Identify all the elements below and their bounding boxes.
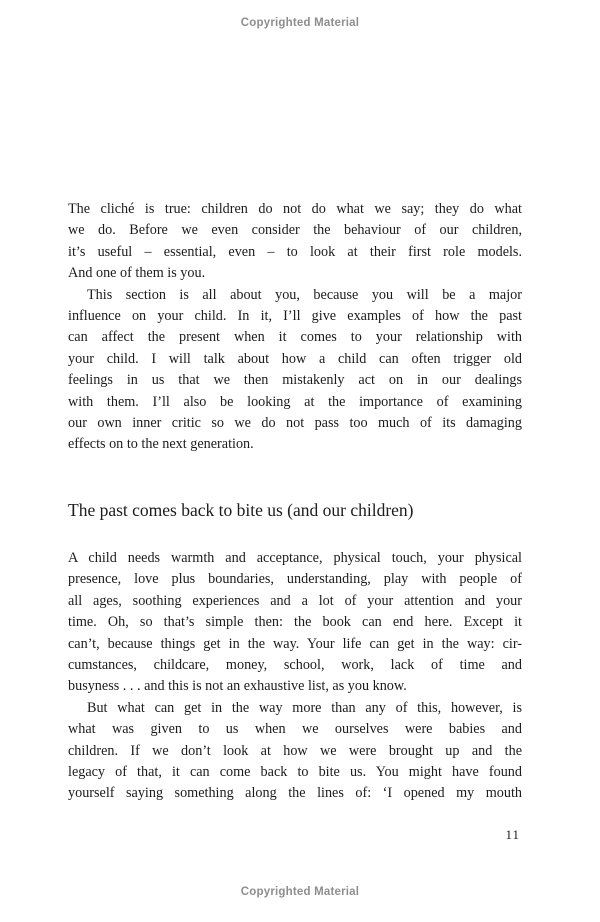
text-line: influence on your child. In it, I’ll give examples of how the past — [68, 308, 522, 325]
text-line: busyness . . . and this is not an exhaustive list, as you know. — [68, 678, 407, 695]
text-line: The cliché is true: children do not do what we say; they do what — [68, 201, 522, 217]
paragraph — [68, 285, 522, 456]
text-line: it’s useful – essential, even – to look at their first role models. — [68, 243, 522, 260]
text-line: yourself saying something along the lines of: ‘I opened my mouth — [68, 785, 522, 802]
text-line: cumstances, childcare, money, school, work, lack of time and — [68, 656, 522, 673]
paragraph — [68, 199, 522, 285]
section-heading: The past comes back to bite us (and our children) — [68, 499, 414, 520]
text-line: But what can get in the way more than any of this, however, is — [87, 699, 522, 716]
copyright-banner-bottom: Copyrighted Material — [240, 886, 360, 898]
intro-paragraphs — [68, 199, 522, 456]
text-line: effects on to the next generation. — [68, 436, 254, 453]
page-number: 11 — [505, 827, 520, 842]
text-line: legacy of that, it can come back to bite us. You might have found — [68, 763, 522, 780]
page-text — [68, 199, 522, 805]
text-line: This section is all about you, because you will be a major — [87, 286, 522, 303]
text-line: can affect the present when it comes to your relationship with — [68, 329, 522, 346]
text-line: our own inner critic so we do not pass too much of its damaging — [68, 415, 522, 432]
text-line: with them. I’ll also be looking at the importance of examining — [68, 393, 522, 410]
text-line: children. If we don’t look at how we were brought up and the — [68, 742, 522, 759]
copyright-banner-top: Copyrighted Material — [240, 17, 360, 29]
text-line: we do. Before we even consider the behaviour of our children, — [68, 222, 522, 239]
text-line: your child. I will talk about how a child can often trigger old — [68, 350, 522, 367]
paragraph — [68, 548, 522, 698]
section-paragraphs — [68, 548, 522, 805]
text-line: And one of them is you. — [68, 265, 206, 282]
paragraph — [68, 698, 522, 805]
text-line: all ages, soothing experiences and a lot of your attention and your — [68, 592, 522, 609]
text-line: can’t, because things get in the way. Your life can get in the way: cir- — [68, 635, 522, 652]
text-line: time. Oh, so that’s simple then: the book can end here. Except it — [68, 614, 522, 631]
text-line: presence, love plus boundaries, understanding, play with people of — [68, 571, 522, 588]
text-line: A child needs warmth and acceptance, physical touch, your physical — [68, 549, 522, 566]
text-line: what was given to us when we ourselves were babies and — [68, 721, 522, 738]
text-line: feelings in us that we then mistakenly act on in our dealings — [68, 372, 522, 389]
